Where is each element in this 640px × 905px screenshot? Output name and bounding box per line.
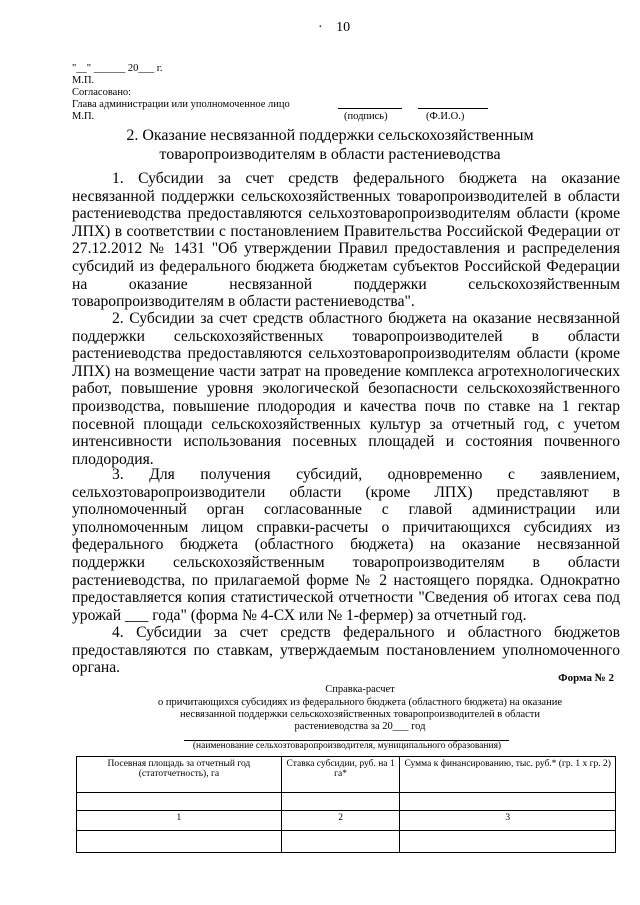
page-number xyxy=(318,20,350,36)
stamp-place-1: М.П. xyxy=(72,75,95,86)
fio-line xyxy=(418,108,488,109)
table-header-row xyxy=(77,757,616,793)
agreed-label: Согласовано: xyxy=(72,87,132,98)
table-row-spacer xyxy=(77,793,616,811)
table-row xyxy=(77,831,616,853)
fio-caption: (Ф.И.О.) xyxy=(426,111,465,122)
col-number-2: 2 xyxy=(281,811,400,831)
head-of-administration: Глава администрации или уполномоченное лицо xyxy=(72,99,290,110)
col-number-3: 3 xyxy=(400,811,616,831)
section-title xyxy=(70,126,590,164)
form-subtitle-2: несвязанной поддержки сельскохозяйственных товаропроизводителей в области xyxy=(180,709,540,720)
paragraph-2: 2. Субсидии за счет средств областного бюджета на оказание несвязанной поддержки сельскохозяйственных товаропроизводителей в области растениеводства предоставляются сельхозтоваропроизводителям области (кроме ЛПХ) на возмещение части затрат на проведение комплекса агротехнологических работ, повышение уровня экологической безопасности сельскохозяйственного производства, повышение плодородия и качества почв по ставке на 1 гектар посевной площади сельскохозяйственных культур за отчетный год, с учетом интенсивности использования посевных площадей и состояния почвенного плодородия. xyxy=(72,310,620,468)
paragraph-1: 1. Субсидии за счет средств федерального бюджета на оказание несвязанной поддержки сельскохозяйственных товаропроизводителей в области растениеводства предоставляются сельхозтоваропроизводителям области (кроме ЛПХ) в соответствии с постановлением Правительства Российской Федерации от 27.12.2012 № 1431 "Об утверждении Правил предоставления и распределения субсидий из федерального бюджета бюджетам субъектов Российской Федерации на оказание несвязанной поддержки сельскохозяйственным товаропроизводителям в области растениеводства". xyxy=(72,170,620,311)
header-rate: Ставка субсидии, руб. на 1 га* xyxy=(281,757,400,793)
paragraph-4: 4. Субсидии за счет средств федерального и областного бюджетов предоставляются по ставкам, утверждаемым постановлением уполномоченного органа. xyxy=(72,624,620,677)
producer-name-caption: (наименование сельхозтоваропроизводителя, муниципального образования) xyxy=(192,741,502,751)
table-col-numbers-row xyxy=(77,811,616,831)
header-sum: Сумма к финансированию, тыс. руб.* (гр. 1 х гр. 2) xyxy=(400,757,616,793)
form-number: Форма № 2 xyxy=(558,672,614,684)
col-number-1: 1 xyxy=(77,811,282,831)
date-line: "__" ______ 20___ г. xyxy=(72,63,163,74)
signature-line xyxy=(338,108,402,109)
paragraph-3: 3. Для получения субсидий, одновременно с заявлением, сельхозтоваропроизводители области (кроме ЛПХ) представляют в уполномоченный орган согласованные с главой администрации или уполномоченным лицом справки-расчеты о причитающихся субсидиях из федерального бюджета (областного бюджета) на оказание несвязанной поддержки сельскохозяйственным товаропроизводителям в области растениеводства, по прилагаемой форме № 2 настоящего порядка. Однократно предоставляется копия статистической отчетности "Сведения об итогах сева под урожай ___ года" (форма № 4-СХ или № 1-фермер) за отчетный год. xyxy=(72,466,620,624)
page-number-value: 10 xyxy=(336,20,351,35)
form-subtitle-3: растениеводства за 20___ год xyxy=(294,721,426,732)
signature-caption: (подпись) xyxy=(344,111,388,122)
subsidy-table xyxy=(76,756,616,853)
section-title-line-2: товаропроизводителям в области растениеводства xyxy=(159,146,501,163)
form-subtitle-1: о причитающихся субсидиях из федерального бюджета (областного бюджета) на оказание xyxy=(158,697,562,708)
page-marker: · xyxy=(318,20,323,35)
section-title-line-1: 2. Оказание несвязанной поддержки сельскохозяйственным xyxy=(126,127,534,144)
stamp-place-2: М.П. xyxy=(72,111,95,122)
header-area: Посевная площадь за отчетный год (статотчетность), га xyxy=(77,757,282,793)
form-title: Справка-расчет xyxy=(325,684,395,695)
